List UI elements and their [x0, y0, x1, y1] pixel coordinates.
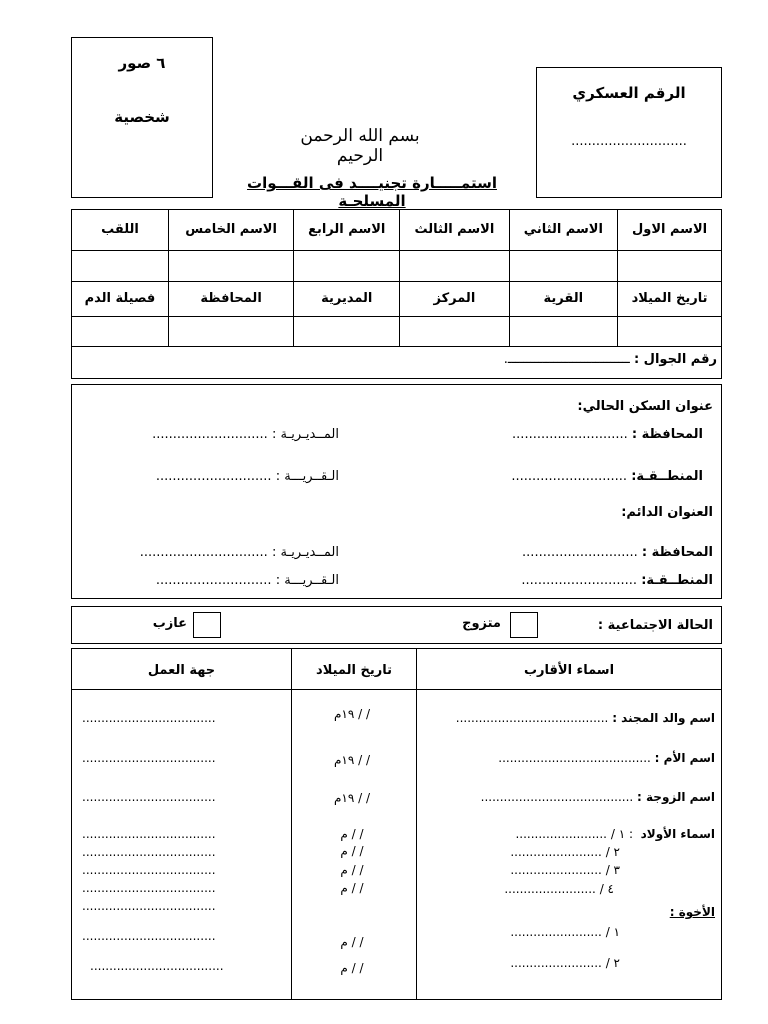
- current-village-row: [156, 469, 339, 484]
- military-number-label: الرقم العسكري: [572, 84, 686, 102]
- fourth-name-cell[interactable]: [294, 250, 400, 281]
- wife-name-field[interactable]: ........................................: [480, 790, 634, 804]
- wife-workplace-field[interactable]: ...................................: [82, 790, 216, 804]
- basmala: بسم الله الرحمن الرحيم: [300, 126, 420, 166]
- directorate-cell[interactable]: [294, 316, 400, 346]
- column-divider: [416, 649, 417, 999]
- military-number-field[interactable]: ............................: [571, 134, 687, 149]
- child-name-field[interactable]: ........................: [515, 827, 607, 841]
- permanent-area-row: [521, 573, 713, 588]
- mobile-field[interactable]: ــــــــــــــــــــــــــــــــ.: [503, 352, 630, 367]
- single-checkbox[interactable]: [193, 612, 221, 638]
- mobile-label: رقم الجوال :: [633, 352, 717, 367]
- current-address-title: عنوان السكن الحالي:: [577, 399, 713, 414]
- mother-birth-date[interactable]: / / ١٩م: [333, 753, 371, 767]
- child-row: [515, 827, 633, 841]
- sibling-workplace-field[interactable]: ...................................: [82, 929, 216, 943]
- header-directorate: المديرية: [294, 281, 400, 316]
- current-area-row: [511, 469, 703, 484]
- sibling-birth-date[interactable]: / / م: [340, 935, 364, 949]
- marital-section: [71, 606, 722, 644]
- mother-name-field[interactable]: ........................................: [498, 751, 651, 765]
- first-name-cell[interactable]: [618, 250, 721, 281]
- header-relatives-names: اسماء الأقارب: [523, 663, 615, 678]
- third-name-cell[interactable]: [400, 250, 509, 281]
- header-divider: [72, 689, 721, 690]
- permanent-directorate-field[interactable]: ...............................: [139, 545, 268, 560]
- father-name-field[interactable]: ........................................: [455, 711, 609, 725]
- sibling-workplace-field[interactable]: ...................................: [90, 959, 224, 973]
- mobile-row: [117, 352, 717, 367]
- child-number: : ١ /: [610, 827, 633, 841]
- current-directorate-label: المــديـريـة :: [271, 427, 339, 442]
- current-village-label: الـقــريـــة :: [275, 469, 339, 484]
- wife-label: اسم الزوجة :: [637, 790, 715, 804]
- father-row: [456, 711, 715, 725]
- child-number: ٣ /: [605, 863, 620, 877]
- child-name-field[interactable]: ........................: [504, 882, 596, 896]
- header-birth-date: تاريخ الميلاد: [618, 281, 721, 316]
- father-label: اسم والد المجند :: [612, 711, 715, 725]
- header-second-name: الاسم الثاني: [509, 210, 618, 250]
- mother-workplace-field[interactable]: ...................................: [82, 751, 216, 765]
- current-governorate-field[interactable]: ............................: [512, 427, 628, 442]
- header-village: القرية: [509, 281, 618, 316]
- header-fourth-name: الاسم الرابع: [294, 210, 400, 250]
- permanent-governorate-field[interactable]: ............................: [522, 545, 638, 560]
- relatives-section: [71, 648, 722, 1000]
- permanent-village-field[interactable]: ............................: [155, 573, 272, 588]
- names-section: [71, 209, 722, 379]
- child-birth-date[interactable]: / / م: [340, 881, 364, 895]
- header-workplace: جهة العمل: [147, 663, 216, 678]
- child-number: ٤ /: [599, 882, 614, 896]
- wife-birth-date[interactable]: / / ١٩م: [333, 791, 371, 805]
- child-row: [504, 882, 614, 896]
- current-governorate-row: [512, 427, 703, 442]
- child-workplace-field[interactable]: ...................................: [82, 845, 216, 859]
- child-name-field[interactable]: ........................: [510, 863, 602, 877]
- married-checkbox[interactable]: [510, 612, 538, 638]
- married-label: متزوج: [462, 616, 501, 631]
- column-divider: [291, 649, 292, 999]
- permanent-village-label: الـقــريـــة :: [275, 573, 339, 588]
- current-directorate-field[interactable]: ............................: [152, 427, 268, 442]
- permanent-area-field[interactable]: ............................: [521, 573, 638, 588]
- current-area-field[interactable]: ............................: [511, 469, 628, 484]
- blood-type-cell[interactable]: [72, 316, 168, 346]
- permanent-area-label: المنطــقـة:: [641, 573, 713, 588]
- current-governorate-label: المحافظة :: [631, 427, 703, 442]
- sibling-name-field[interactable]: ........................: [510, 925, 602, 939]
- child-workplace-field[interactable]: ...................................: [82, 899, 216, 913]
- wife-row: [481, 790, 715, 804]
- form-title: استمـــــارة تجنيــــد فى القـــوات المسلحـة: [247, 174, 497, 210]
- header-center: المركز: [400, 281, 509, 316]
- children-label: اسماء الأولاد: [640, 827, 715, 841]
- mother-label: اسم الأم :: [654, 751, 715, 765]
- single-label: عازب: [152, 616, 187, 631]
- child-birth-date[interactable]: / / م: [340, 863, 364, 877]
- father-birth-date[interactable]: / / ١٩م: [333, 707, 371, 721]
- permanent-directorate-row: [140, 545, 339, 560]
- child-row: [510, 845, 620, 859]
- child-workplace-field[interactable]: ...................................: [82, 863, 216, 877]
- header-relatives-birth: تاريخ الميلاد: [316, 663, 392, 678]
- child-birth-date[interactable]: / / م: [340, 827, 364, 841]
- sibling-row: [510, 956, 620, 970]
- governorate-cell[interactable]: [168, 316, 293, 346]
- permanent-village-row: [156, 573, 339, 588]
- mother-row: [498, 751, 715, 765]
- names-table: [72, 210, 721, 347]
- sibling-name-field[interactable]: ........................: [510, 956, 602, 970]
- current-area-label: المنطــقـة:: [631, 469, 703, 484]
- address-section: [71, 384, 722, 599]
- photos-box: [71, 37, 213, 198]
- child-row: [510, 863, 620, 877]
- permanent-governorate-row: [522, 545, 713, 560]
- child-birth-date[interactable]: / / م: [340, 844, 364, 858]
- child-workplace-field[interactable]: ...................................: [82, 881, 216, 895]
- permanent-directorate-label: المــديـريـة :: [271, 545, 339, 560]
- sibling-row: [510, 925, 620, 939]
- child-number: ٢ /: [605, 845, 620, 859]
- sibling-number: ١ /: [605, 925, 620, 939]
- header-first-name: الاسم الاول: [618, 210, 721, 250]
- permanent-address-title: العنوان الدائم:: [621, 505, 713, 520]
- second-name-cell[interactable]: [509, 250, 618, 281]
- surname-cell[interactable]: [72, 250, 168, 281]
- current-village-field[interactable]: ............................: [155, 469, 272, 484]
- sibling-number: ٢ /: [605, 956, 620, 970]
- fifth-name-cell[interactable]: [168, 250, 293, 281]
- header-surname: اللقب: [72, 210, 168, 250]
- military-number-box: [536, 67, 722, 198]
- child-workplace-field[interactable]: ...................................: [82, 827, 216, 841]
- marital-label: الحالة الاجتماعية :: [597, 618, 713, 633]
- birth-date-cell[interactable]: [618, 316, 721, 346]
- photos-count: ٦ صور: [118, 54, 166, 72]
- village-cell[interactable]: [509, 316, 618, 346]
- father-workplace-field[interactable]: ...................................: [82, 711, 216, 725]
- header-third-name: الاسم الثالث: [400, 210, 509, 250]
- child-name-field[interactable]: ........................: [510, 845, 602, 859]
- current-directorate-row: [152, 427, 339, 442]
- center-cell[interactable]: [400, 316, 509, 346]
- header-governorate: المحافظة: [168, 281, 293, 316]
- sibling-birth-date[interactable]: / / م: [340, 961, 364, 975]
- header-blood-type: فصيلة الدم: [72, 281, 168, 316]
- siblings-label: الأخوة :: [669, 905, 715, 919]
- permanent-governorate-label: المحافظة :: [641, 545, 713, 560]
- header-fifth-name: الاسم الخامس: [168, 210, 293, 250]
- photos-type: شخصية: [114, 108, 170, 126]
